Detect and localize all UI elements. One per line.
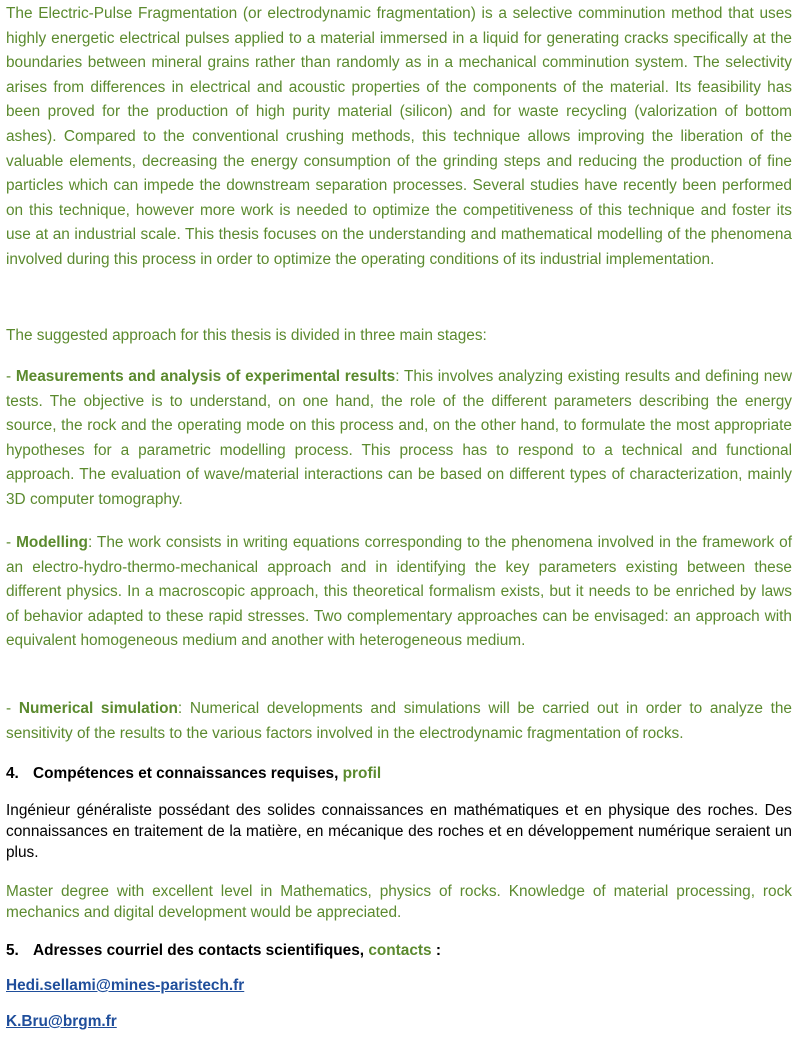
profile-english-text: Master degree with excellent level in Mathematics, physics of rocks. Knowledge of material processing, rock mechanics and digital development would be appreciated. <box>6 883 792 921</box>
stage-title: Measurements and analysis of experimental results <box>15 368 396 385</box>
stage-text: : Numerical developments and simulations will be carried out in order to analyze the sensitivity of the results to the various factors involved in the electrodynamic fragmentation of rocks. <box>6 700 792 742</box>
stage-title: Modelling <box>16 534 88 551</box>
stage-modelling <box>6 531 792 654</box>
stage-measurements <box>6 365 792 513</box>
profile-french-text: Ingénieur généraliste possédant des solides connaissances en mathématiques et en physique des roches. Des connaissances en traitement de la matière, en mécanique des roches et en développement numérique seraient un plus. <box>6 802 792 861</box>
contact-email-link-bru[interactable]: K.Bru@brgm.fr <box>6 1013 117 1030</box>
intro-paragraph: The Electric-Pulse Fragmentation (or electrodynamic fragmentation) is a selective comminution method that uses highly energetic electrical pulses applied to a material immersed in a liquid for generating cracks specifically at the boundaries between mineral grains rather than randomly as in a mechanical comminution system. The selectivity arises from differences in electrical and acoustic properties of the components of the material. Its feasibility has been proved for the production of high purity material (silicon) and for waste recycling (valorization of bottom ashes). Compared to the conventional crushing methods, this technique allows improving the liberation of the valuable elements, decreasing the energy consumption of the grinding steps and reducing the production of fine particles which can impede the downstream separation processes. Several studies have recently been performed on this technique, however more work is needed to optimize the competitiveness of this technique and foster its use at an industrial scale. This thesis focuses on the understanding and mathematical modelling of the phenomena involved during this process in order to optimize the operating conditions of its industrial implementation. <box>6 5 792 268</box>
section-title: Adresses courriel des contacts scientifiques, <box>33 942 369 959</box>
section-number: 5. <box>6 942 19 959</box>
stage-numerical-simulation <box>6 697 792 746</box>
section-title: Compétences et connaissances requises, <box>33 765 343 782</box>
stage-text: : The work consists in writing equations corresponding to the phenomena involved in the framework of an electro-hydro-thermo-mechanical approach and in identifying the key parameters existing between these different physics. In a macroscopic approach, this theoretical formalism exists, but it needs to be enriched by laws of behavior adapted to these rapid stresses. Two complementary approaches can be envisaged: an approach with equivalent homogeneous medium and another with heterogeneous medium. <box>6 534 792 650</box>
section-4-heading <box>6 765 381 783</box>
contact-email-link-sellami[interactable]: Hedi.sellami@mines-paristech.fr <box>6 977 245 994</box>
stage-bullet: - <box>6 534 17 551</box>
section-number: 4. <box>6 765 19 782</box>
section-keyword: contacts <box>368 942 432 959</box>
stage-bullet: - <box>6 700 19 717</box>
section-5-heading <box>6 942 441 960</box>
stage-bullet: - <box>6 368 16 385</box>
section-suffix: : <box>431 942 442 959</box>
stage-title: Numerical simulation <box>18 700 178 717</box>
section-keyword: profil <box>342 765 382 782</box>
stage-text: : This involves analyzing existing results and defining new tests. The objective is to understand, on one hand, the role of the different parameters describing the energy source, the rock and the operating mode on this process and, on the other hand, to formulate the most appropriate hypotheses for a parametric modelling process. This process has to respond to a technical and functional approach. The evaluation of wave/material interactions can be based on different types of characterization, mainly 3D computer tomography. <box>6 368 792 508</box>
approach-paragraph: The suggested approach for this thesis is divided in three main stages: <box>6 327 487 344</box>
